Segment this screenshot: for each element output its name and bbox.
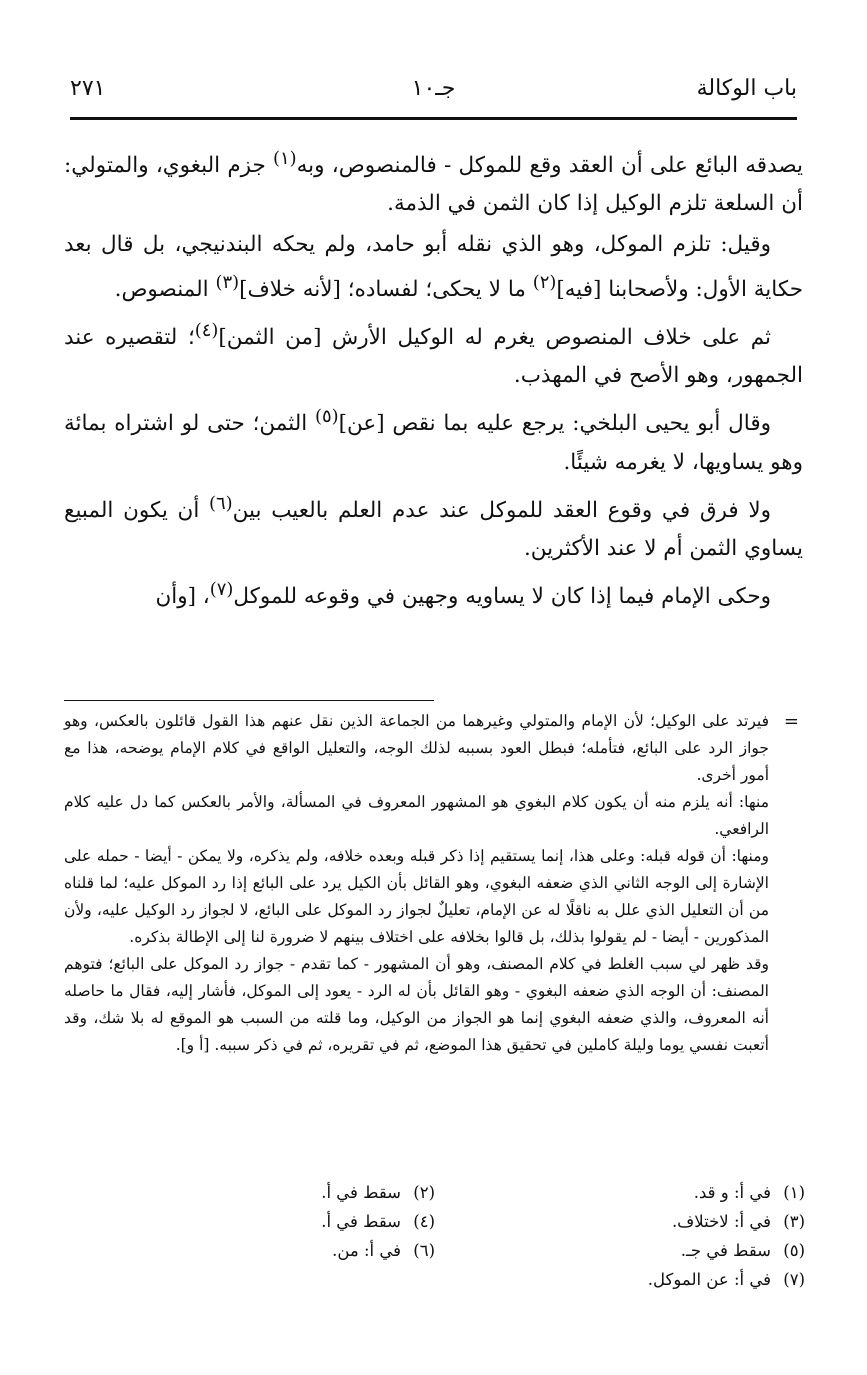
footnote-text: سقط في أ. <box>321 1183 401 1202</box>
footnote-list <box>165 1178 805 1294</box>
commentary-paragraph: فيرتد على الوكيل؛ لأن الإمام والمتولي وغيرهما من الجماعة الذين نقل عنهم هذا القول قائلون بالعكس، وهو جواز الرد على البائع، فتأمله؛ فبطل العود بسببه لذلك الوجه، والتعليل الواقع في كلام الإمام يوضحه، هذا مع أمور أخرى. <box>64 712 769 784</box>
text-run: أن يكون المبيع يساوي الثمن أم لا عند الأكثرين. <box>64 497 803 561</box>
footnote-item <box>681 1236 805 1265</box>
footnote-ref: (٥) <box>315 406 339 428</box>
chapter-title: باب الوكالة <box>696 76 797 101</box>
paragraph <box>64 398 803 481</box>
footnote-ref: (٤) <box>194 320 219 342</box>
footnote-row <box>165 1236 805 1265</box>
footnote-row <box>165 1178 805 1207</box>
footnote-text: في أ: من. <box>332 1241 401 1260</box>
footnote-row <box>165 1207 805 1236</box>
footnote-item <box>694 1178 805 1207</box>
footnote-item <box>321 1207 435 1236</box>
footnote-number: (٧) <box>783 1270 805 1289</box>
footnote-ref: (١) <box>273 148 297 169</box>
footnote-ref: (٧) <box>209 578 234 600</box>
volume-number: جـ١٠ <box>411 76 456 101</box>
paragraph <box>64 140 803 223</box>
text-run: يصدقه البائع على أن العقد وقع للموكل - فالمنصوص، وبه <box>296 153 803 179</box>
footnote-item <box>672 1207 805 1236</box>
text-run: ما لا يحكى؛ لفساده؛ [لأنه خلاف] <box>239 277 526 303</box>
commentary-body <box>64 708 799 1059</box>
commentary-paragraph: وقد ظهر لي سبب الغلط في كلام المصنف، وهو أن المشهور - كما تقدم - جواز رد الموكل على البائع؛ فتوهم المصنف: أن الوجه الذي ضعفه البغوي - وهو القائل بأن له الرد - يعود إلى الموكل، فأشار إليه، فقال ما حاصله أنه المعروف، والذي ضعفه البغوي إنما هو الجواز من الوكيل، وما قلته من السبب هو الموقع له بلا شك، وقد أتعبت نفسي يوما وليلة كاملين في تحقيق هذا الموضع، ثم في تقريره، ثم في ذكر سببه. [أ و]. <box>64 955 769 1054</box>
footnote-item <box>648 1265 805 1294</box>
running-header <box>70 76 797 116</box>
footnote-item <box>332 1236 435 1265</box>
text-run: وقال أبو يحيى البلخي: يرجع عليه بما نقص [عن] <box>338 411 771 437</box>
text-run: ؛ لتقصيره عند الجمهور، وهو الأصح في المهذب. <box>64 325 803 389</box>
footnote-row <box>165 1265 805 1294</box>
header-divider <box>70 117 797 120</box>
footnote-divider <box>64 700 434 701</box>
paragraph <box>64 571 803 616</box>
commentary-paragraph: ومنها: أن قوله قبله: وعلى هذا، إنما يستقيم إذا ذكر قبله وبعده خلافه، ولم يذكره، ولا يمكن - أيضا - حمله على الإشارة إلى الوجه الثاني الذي ضعفه البغوي، وهو القائل بأن الكيل يرد على البائع إذا رد الموكل عليه؛ لما قلناه من أن التعليل الذي علل به ناقلًا له عن الإمام، تعليلٌ لجواز رد الموكل على البائع، لا لجواز رد الوكيل عليه، ولأن المذكورين - أيضا - لم يقولوا بذلك، بل قالوا بخلافه على اختلاف بينهم لا ضرورة لنا إلى الإطالة بذكره. <box>64 847 769 946</box>
footnote-number: (٣) <box>783 1212 805 1231</box>
footnote-ref: (٣) <box>215 272 240 294</box>
text-run: وحكى الإمام فيما إذا كان لا يساويه وجهين في وقوعه للموكل <box>233 583 771 609</box>
text-run: المنصوص. <box>114 277 209 303</box>
footnote-text: في أ: عن الموكل. <box>647 1270 771 1289</box>
footnote-number: (٤) <box>413 1212 435 1231</box>
text-run: وقيل: تلزم الموكل، وهو الذي نقله أبو حامد، ولم يحكه البندنيجي، بل قال بعد حكاية الأول: ولأصحابنا [فيه] <box>64 232 803 303</box>
footnote-text: في أ: و قد. <box>693 1183 771 1202</box>
footnote-ref: (٦) <box>209 492 233 514</box>
text-run: ، [وأن <box>155 583 210 609</box>
footnote-number: (٥) <box>783 1241 805 1260</box>
footnote-ref: (٢) <box>532 272 557 294</box>
footnote-text: سقط في جـ. <box>680 1241 771 1260</box>
paragraph <box>64 226 803 309</box>
footnote-text: سقط في أ. <box>321 1212 401 1231</box>
footnote-commentary <box>64 708 799 1059</box>
footnote-text: في أ: لاختلاف. <box>671 1212 771 1231</box>
footnote-number: (٢) <box>413 1183 435 1202</box>
commentary-paragraph: منها: أنه يلزم منه أن يكون كلام البغوي هو المشهور المعروف في المسألة، والأمر بالعكس كما دل عليه كلام الرافعي. <box>64 793 769 838</box>
footnote-number: (٦) <box>413 1241 435 1260</box>
main-text <box>64 140 803 619</box>
text-run: ولا فرق في وقوع العقد للموكل عند عدم العلم بالعيب بين <box>232 497 771 523</box>
footnote-item <box>321 1178 435 1207</box>
footnote-number: (١) <box>783 1183 805 1202</box>
paragraph <box>64 485 803 568</box>
text-run: جزم البغوي، والمتولي: أن السلعة تلزم الوكيل إذا كان الثمن في الذمة. <box>64 153 803 217</box>
paragraph <box>64 312 803 395</box>
text-run: الثمن؛ حتى لو اشتراه بمائة وهو يساويها، لا يغرمه شيئًا. <box>64 411 803 475</box>
text-run: ثم على خلاف المنصوص يغرم له الوكيل الأرش [من الثمن] <box>218 325 771 351</box>
continuation-mark: = <box>783 711 799 732</box>
page-number: ٢٧١ <box>70 76 106 101</box>
